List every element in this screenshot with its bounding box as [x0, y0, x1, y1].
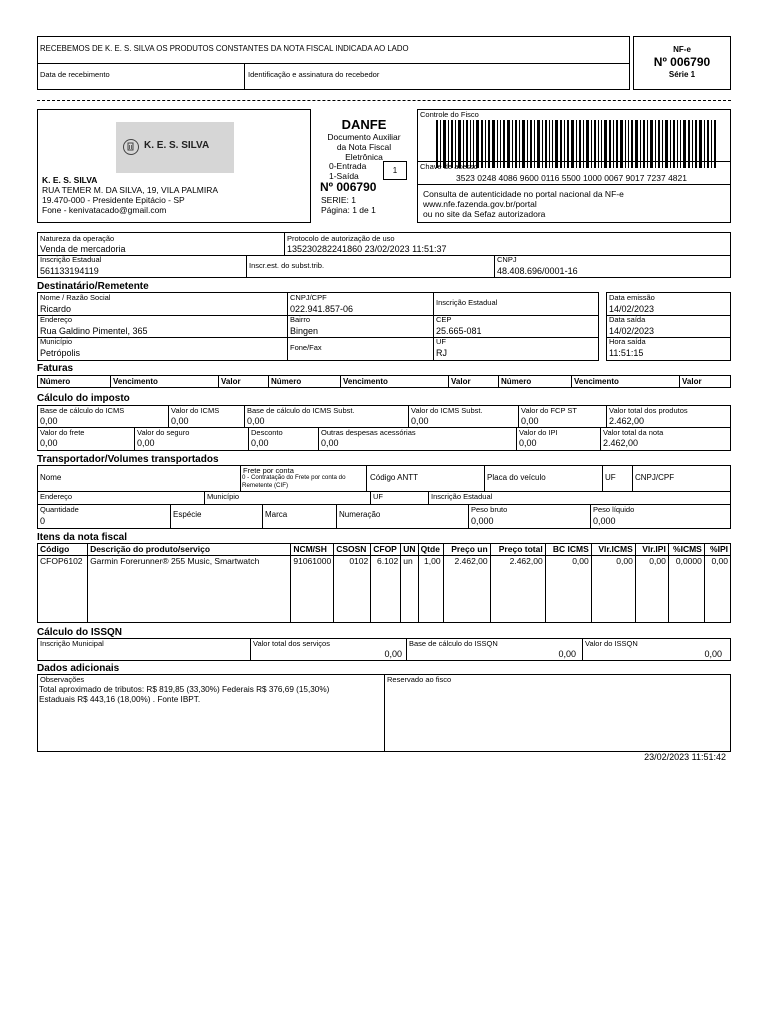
issqn-vdiv-2 — [406, 639, 407, 660]
datas-box — [606, 292, 731, 361]
protocolo-value: 135230282241860 23/02/2023 11:51:37 — [287, 244, 447, 254]
tr-cnpj-label: CNPJ/CPF — [635, 473, 675, 482]
op-vdiv-3 — [494, 255, 495, 277]
total-nota-label: Valor total da nota — [603, 428, 664, 437]
faturas-header-valor-3: Valor — [682, 377, 702, 386]
obs-line-2: Estaduais R$ 443,16 (18,00%) . Fonte IBPT. — [39, 695, 201, 704]
signature-label: Identificação e assinatura do recebedor — [248, 70, 380, 79]
item-cfop: 6.102 — [371, 555, 401, 567]
filler-cell — [704, 567, 730, 623]
itens-header-row — [38, 543, 731, 555]
faturas-vdiv-1 — [110, 376, 111, 387]
filler-cell — [334, 567, 371, 623]
total-produtos-label: Valor total dos produtos — [609, 406, 688, 415]
imp-r1-vdiv-1 — [168, 406, 169, 427]
tr-r2-vdiv-1 — [204, 491, 205, 504]
fcp-st-value: 0,00 — [521, 416, 539, 426]
outras-value: 0,00 — [321, 438, 339, 448]
canhoto — [37, 36, 630, 90]
destinatario-title: Destinatário/Remetente — [37, 281, 149, 292]
faturas-header-numero-1: Número — [40, 377, 71, 386]
cnpj-label: CNPJ — [497, 255, 517, 264]
controle-fisco-label: Controle do Fisco — [420, 110, 479, 119]
emitente-city: 19.470-000 - Presidente Epitácio - SP — [42, 195, 185, 205]
faturas-vdiv-8 — [679, 376, 680, 387]
saida-value: 14/02/2023 — [609, 326, 655, 336]
tr-hdiv-1 — [38, 491, 730, 492]
op-vdiv-1 — [284, 233, 285, 255]
issqn-title: Cálculo do ISSQN — [37, 627, 123, 638]
dest-vdiv-1 — [287, 293, 288, 360]
dest-municipio: Petrópolis — [40, 348, 81, 358]
danfe-tipo-box: 1 — [383, 161, 407, 180]
op-vdiv-2 — [246, 255, 247, 277]
filler-cell — [418, 567, 443, 623]
dest-nome-label: Nome / Razão Social — [40, 293, 111, 302]
canhoto-nfe-box — [633, 36, 731, 90]
itens-header-cfop: CFOP — [371, 543, 401, 555]
dest-fone-label: Fone/Fax — [290, 343, 322, 352]
emitente-name: K. E. S. SILVA — [42, 175, 98, 185]
filler-cell — [443, 567, 490, 623]
icms-base-label: Base de cálculo do ICMS — [40, 406, 125, 415]
hora-value: 11:51:15 — [609, 348, 644, 358]
danfe-title: DANFE — [341, 117, 387, 132]
imp-r2-vdiv-3 — [318, 427, 319, 450]
ie-label: Inscrição Estadual — [40, 255, 102, 264]
obs-line-1: Total aproximado de tributos: R$ 819,85 (33,30%) Federais R$ 376,69 (15,30%) — [39, 685, 330, 694]
emitente-phone: Fone - kenivatacado@gmail.com — [42, 205, 167, 215]
tr-r3-vdiv-4 — [468, 504, 469, 528]
natureza-value: Venda de mercadoria — [40, 244, 126, 254]
icms-valor-value: 0,00 — [171, 416, 189, 426]
icms-st-valor-label: Valor do ICMS Subst. — [411, 406, 483, 415]
itens-header-vlr-ipi: Vlr.IPI — [635, 543, 668, 555]
canhoto-divider — [38, 63, 629, 64]
item-csosn: 0102 — [334, 555, 371, 567]
item-bc-icms: 0,00 — [545, 555, 591, 567]
consulta-line-3: ou no site da Sefaz autorizadora — [423, 209, 546, 219]
fisco-divider-2 — [418, 184, 730, 185]
adicionais-vdiv — [384, 675, 385, 751]
tr-r1-vdiv-1 — [240, 466, 241, 491]
faturas-vdiv-2 — [218, 376, 219, 387]
issqn-vdiv-3 — [582, 639, 583, 660]
tr-nome-label: Nome — [40, 473, 62, 482]
issqn-base-label: Base de cálculo do ISSQN — [409, 639, 498, 648]
itens-header-un: UN — [401, 543, 418, 555]
item-preco-total: 2.462,00 — [490, 555, 545, 567]
tr-endereco-label: Endereço — [40, 492, 73, 501]
tr-quantidade-value: 0 — [40, 516, 46, 526]
faturas-header-vencimento-3: Vencimento — [574, 377, 619, 386]
itens-header-ncm: NCM/SH — [291, 543, 334, 555]
tr-r1-vdiv-3 — [484, 466, 485, 491]
itens-header-bc-icms: BC ICMS — [545, 543, 591, 555]
issqn-box — [37, 638, 731, 661]
dest-cep-label: CEP — [436, 315, 452, 324]
filler-cell — [591, 567, 635, 623]
tr-antt-label: Código ANTT — [370, 473, 419, 482]
faturas-vdiv-6 — [498, 376, 499, 387]
tr-peso-bruto-label: Peso bruto — [471, 505, 508, 514]
filler-cell — [545, 567, 591, 623]
tr-peso-bruto-value: 0,000 — [471, 516, 494, 526]
tr-uf-label: UF — [605, 473, 616, 482]
table-row — [38, 555, 731, 567]
tr-frete-value: 0 - Contratação do Frete por conta do Remetente (CIF) — [242, 474, 346, 489]
item-descricao: Garmin Forerunner® 255 Music, Smartwatch — [88, 555, 291, 567]
imp-r2-vdiv-5 — [600, 427, 601, 450]
issqn-servicos-label: Valor total dos serviços — [253, 639, 330, 648]
danfe-block — [311, 109, 417, 223]
danfe-saida: 1-Saída — [329, 171, 359, 181]
item-vlr-icms: 0,00 — [591, 555, 635, 567]
icms-valor-label: Valor do ICMS — [171, 406, 220, 415]
faturas-header-valor-2: Valor — [451, 377, 471, 386]
imp-r1-vdiv-5 — [606, 406, 607, 427]
item-un: un — [401, 555, 418, 567]
issqn-vdiv-1 — [250, 639, 251, 660]
imp-r2-vdiv-1 — [134, 427, 135, 450]
tr-numeracao-label: Numeração — [339, 510, 381, 519]
transporte-box — [37, 465, 731, 529]
tr-r3-vdiv-3 — [336, 504, 337, 528]
canhoto-nfe-label: NF-e — [673, 45, 691, 54]
item-qtde: 1,00 — [418, 555, 443, 567]
dest-cep: 25.665-081 — [436, 326, 482, 336]
tr-peso-liquido-value: 0,000 — [593, 516, 616, 526]
tr-ie-label: Inscrição Estadual — [431, 492, 493, 501]
itens-box — [37, 543, 731, 623]
imp-r2-vdiv-2 — [248, 427, 249, 450]
chave-acesso: 3523 0248 4086 9600 0116 5500 1000 0067 9017 7237 4821 — [456, 173, 687, 183]
faturas-vdiv-5 — [448, 376, 449, 387]
issqn-valor-value: 0,00 — [704, 649, 722, 659]
cut-line — [37, 100, 731, 101]
ipi-value: 0,00 — [519, 438, 537, 448]
dest-endereco: Rua Galdino Pimentel, 365 — [40, 326, 148, 336]
itens-header-qtde: Qtde — [418, 543, 443, 555]
tr-quantidade-label: Quantidade — [40, 505, 79, 514]
logo-text: K. E. S. SILVA — [144, 140, 210, 151]
faturas-vdiv-7 — [571, 376, 572, 387]
tr-especie-label: Espécie — [173, 510, 202, 519]
item-ncm: 91061000 — [291, 555, 334, 567]
total-nota-value: 2.462,00 — [603, 438, 639, 448]
item-vlr-ipi: 0,00 — [635, 555, 668, 567]
consulta-line-2: www.nfe.fazenda.gov.br/portal — [423, 199, 537, 209]
filler-cell — [371, 567, 401, 623]
dest-nome: Ricardo — [40, 304, 72, 314]
emissao-value: 14/02/2023 — [609, 304, 655, 314]
itens-header-vlr-icms: Vlr.ICMS — [591, 543, 635, 555]
dest-municipio-label: Município — [40, 337, 73, 346]
itens-title: Itens da nota fiscal — [37, 532, 128, 543]
saida-label: Data saída — [609, 315, 646, 324]
receipt-date-label: Data de recebimento — [40, 70, 110, 79]
tr-r3-vdiv-5 — [590, 504, 591, 528]
seguro-label: Valor do seguro — [137, 428, 190, 437]
faturas-title: Faturas — [37, 363, 74, 374]
tr-r3-vdiv-2 — [262, 504, 263, 528]
outras-label: Outras despesas acessórias — [321, 428, 416, 437]
tr-r1-vdiv-2 — [366, 466, 367, 491]
dest-uf-label: UF — [436, 337, 446, 346]
faturas-vdiv-3 — [268, 376, 269, 387]
emitente-box — [37, 109, 311, 223]
dest-hdiv-1 — [38, 315, 598, 316]
reservado-fisco-label: Reservado ao fisco — [387, 675, 452, 684]
ipi-label: Valor do IPI — [519, 428, 558, 437]
issqn-base-value: 0,00 — [558, 649, 576, 659]
itens-table — [37, 543, 731, 623]
company-logo — [116, 122, 234, 173]
itens-header-preco-total: Preço total — [490, 543, 545, 555]
tr-r2-vdiv-3 — [428, 491, 429, 504]
itens-header-descricao: Descrição do produto/serviço — [88, 543, 291, 555]
desconto-label: Desconto — [251, 428, 283, 437]
danfe-subtitle-3: Eletrônica — [345, 152, 383, 162]
emitente-address: RUA TEMER M. DA SILVA, 19, VILA PALMIRA — [42, 185, 219, 195]
imp-r2-vdiv-4 — [516, 427, 517, 450]
emissao-label: Data emissão — [609, 293, 655, 302]
tr-placa-label: Placa do veículo — [487, 473, 546, 482]
tr-frete-label: Frete por conta — [243, 466, 294, 475]
filler-cell — [291, 567, 334, 623]
adicionais-box — [37, 674, 731, 752]
tr-r3-vdiv-1 — [170, 504, 171, 528]
item-preco-un: 2.462,00 — [443, 555, 490, 567]
imp-r1-vdiv-2 — [244, 406, 245, 427]
ie-st-label: Inscr.est. do subst.trib. — [249, 261, 325, 270]
fcp-st-label: Valor do FCP ST — [521, 406, 577, 415]
faturas-header-vencimento-2: Vencimento — [343, 377, 388, 386]
tr-municipio-label: Município — [207, 492, 240, 501]
obs-label: Observações — [40, 675, 85, 684]
tr-uf2-label: UF — [373, 492, 383, 501]
faturas-header-numero-2: Número — [271, 377, 302, 386]
danfe-pagina: Página: 1 de 1 — [321, 205, 376, 215]
itens-header-codigo: Código — [38, 543, 88, 555]
frete-value: 0,00 — [40, 438, 58, 448]
seguro-value: 0,00 — [137, 438, 155, 448]
filler-cell — [635, 567, 668, 623]
itens-filler-row — [38, 567, 731, 623]
itens-header-preco-un: Preço un — [443, 543, 490, 555]
dest-endereco-label: Endereço — [40, 315, 73, 324]
tr-r1-vdiv-4 — [602, 466, 603, 491]
ie-value: 561133194119 — [40, 266, 99, 276]
total-produtos-value: 2.462,00 — [609, 416, 645, 426]
tr-r2-vdiv-2 — [370, 491, 371, 504]
itens-header-pct-ipi: %IPI — [704, 543, 730, 555]
hora-label: Hora saída — [609, 337, 646, 346]
item-pct-icms: 0,0000 — [668, 555, 704, 567]
consulta-line-1: Consulta de autenticidade no portal nacional da NF-e — [423, 189, 624, 199]
tr-peso-liquido-label: Peso líquido — [593, 505, 635, 514]
canhoto-number: Nº 006790 — [653, 55, 711, 69]
dest-cnpj: 022.941.857-06 — [290, 304, 354, 314]
dest-cnpj-label: CNPJ/CPF — [290, 293, 327, 302]
issqn-servicos-value: 0,00 — [384, 649, 402, 659]
dest-vdiv-2 — [433, 293, 434, 360]
imp-r1-vdiv-4 — [518, 406, 519, 427]
footer-timestamp: 23/02/2023 11:51:42 — [644, 752, 726, 762]
itens-header-csosn: CSOSN — [334, 543, 371, 555]
faturas-header-numero-3: Número — [501, 377, 532, 386]
danfe-entrada: 0-Entrada — [329, 161, 367, 171]
itens-header-pct-icms: %ICMS — [668, 543, 704, 555]
desconto-value: 0,00 — [251, 438, 269, 448]
dest-bairro: Bingen — [290, 326, 319, 336]
protocolo-label: Protocolo de autorização de uso — [287, 234, 395, 243]
faturas-vdiv-4 — [340, 376, 341, 387]
filler-cell — [668, 567, 704, 623]
cnpj-value: 48.408.696/0001-16 — [497, 266, 578, 276]
item-pct-ipi: 0,00 — [704, 555, 730, 567]
danfe-subtitle-1: Documento Auxiliar — [327, 132, 401, 142]
tr-marca-label: Marca — [265, 510, 288, 519]
issqn-im-label: Inscrição Municipal — [40, 639, 104, 648]
imposto-title: Cálculo do imposto — [37, 393, 130, 404]
issqn-valor-label: Valor do ISSQN — [585, 639, 638, 648]
filler-cell — [490, 567, 545, 623]
chave-label: Chave de acesso — [420, 162, 478, 171]
faturas-header-valor-1: Valor — [221, 377, 241, 386]
filler-cell — [88, 567, 291, 623]
filler-cell — [38, 567, 88, 623]
destinatario-box — [37, 292, 599, 361]
faturas-header-vencimento-1: Vencimento — [113, 377, 158, 386]
filler-cell — [401, 567, 418, 623]
transporte-title: Transportador/Volumes transportados — [37, 454, 219, 465]
icms-st-base-label: Base de cálculo do ICMS Subst. — [247, 406, 355, 415]
canhoto-declaration: RECEBEMOS DE K. E. S. SILVA OS PRODUTOS CONSTANTES DA NOTA FISCAL INDICADA AO LADO — [40, 44, 409, 53]
adicionais-title: Dados adicionais — [37, 663, 120, 674]
faturas-box — [37, 375, 731, 388]
dest-hdiv-2 — [38, 337, 598, 338]
tr-r1-vdiv-5 — [632, 466, 633, 491]
imposto-box — [37, 405, 731, 451]
danfe-number: Nº 006790 — [320, 180, 377, 194]
icms-base-value: 0,00 — [40, 416, 58, 426]
icms-st-valor-value: 0,00 — [411, 416, 429, 426]
item-codigo: CFOP6102 — [38, 555, 88, 567]
canhoto-serie: Série 1 — [668, 70, 696, 79]
fisco-box — [417, 109, 731, 223]
logo-building-icon — [123, 139, 139, 155]
op-hdiv — [38, 255, 730, 256]
danfe-subtitle-2: da Nota Fiscal — [336, 142, 392, 152]
dest-ie-label: Inscrição Estadual — [436, 298, 498, 307]
canhoto-vdivider — [244, 63, 245, 89]
frete-label: Valor do frete — [40, 428, 85, 437]
danfe-serie: SERIE: 1 — [321, 195, 356, 205]
icms-st-base-value: 0,00 — [247, 416, 265, 426]
dest-uf: RJ — [436, 348, 447, 358]
dest-bairro-label: Bairro — [290, 315, 311, 324]
imp-r1-vdiv-3 — [408, 406, 409, 427]
operacao-box — [37, 232, 731, 278]
natureza-label: Natureza da operação — [40, 234, 115, 243]
